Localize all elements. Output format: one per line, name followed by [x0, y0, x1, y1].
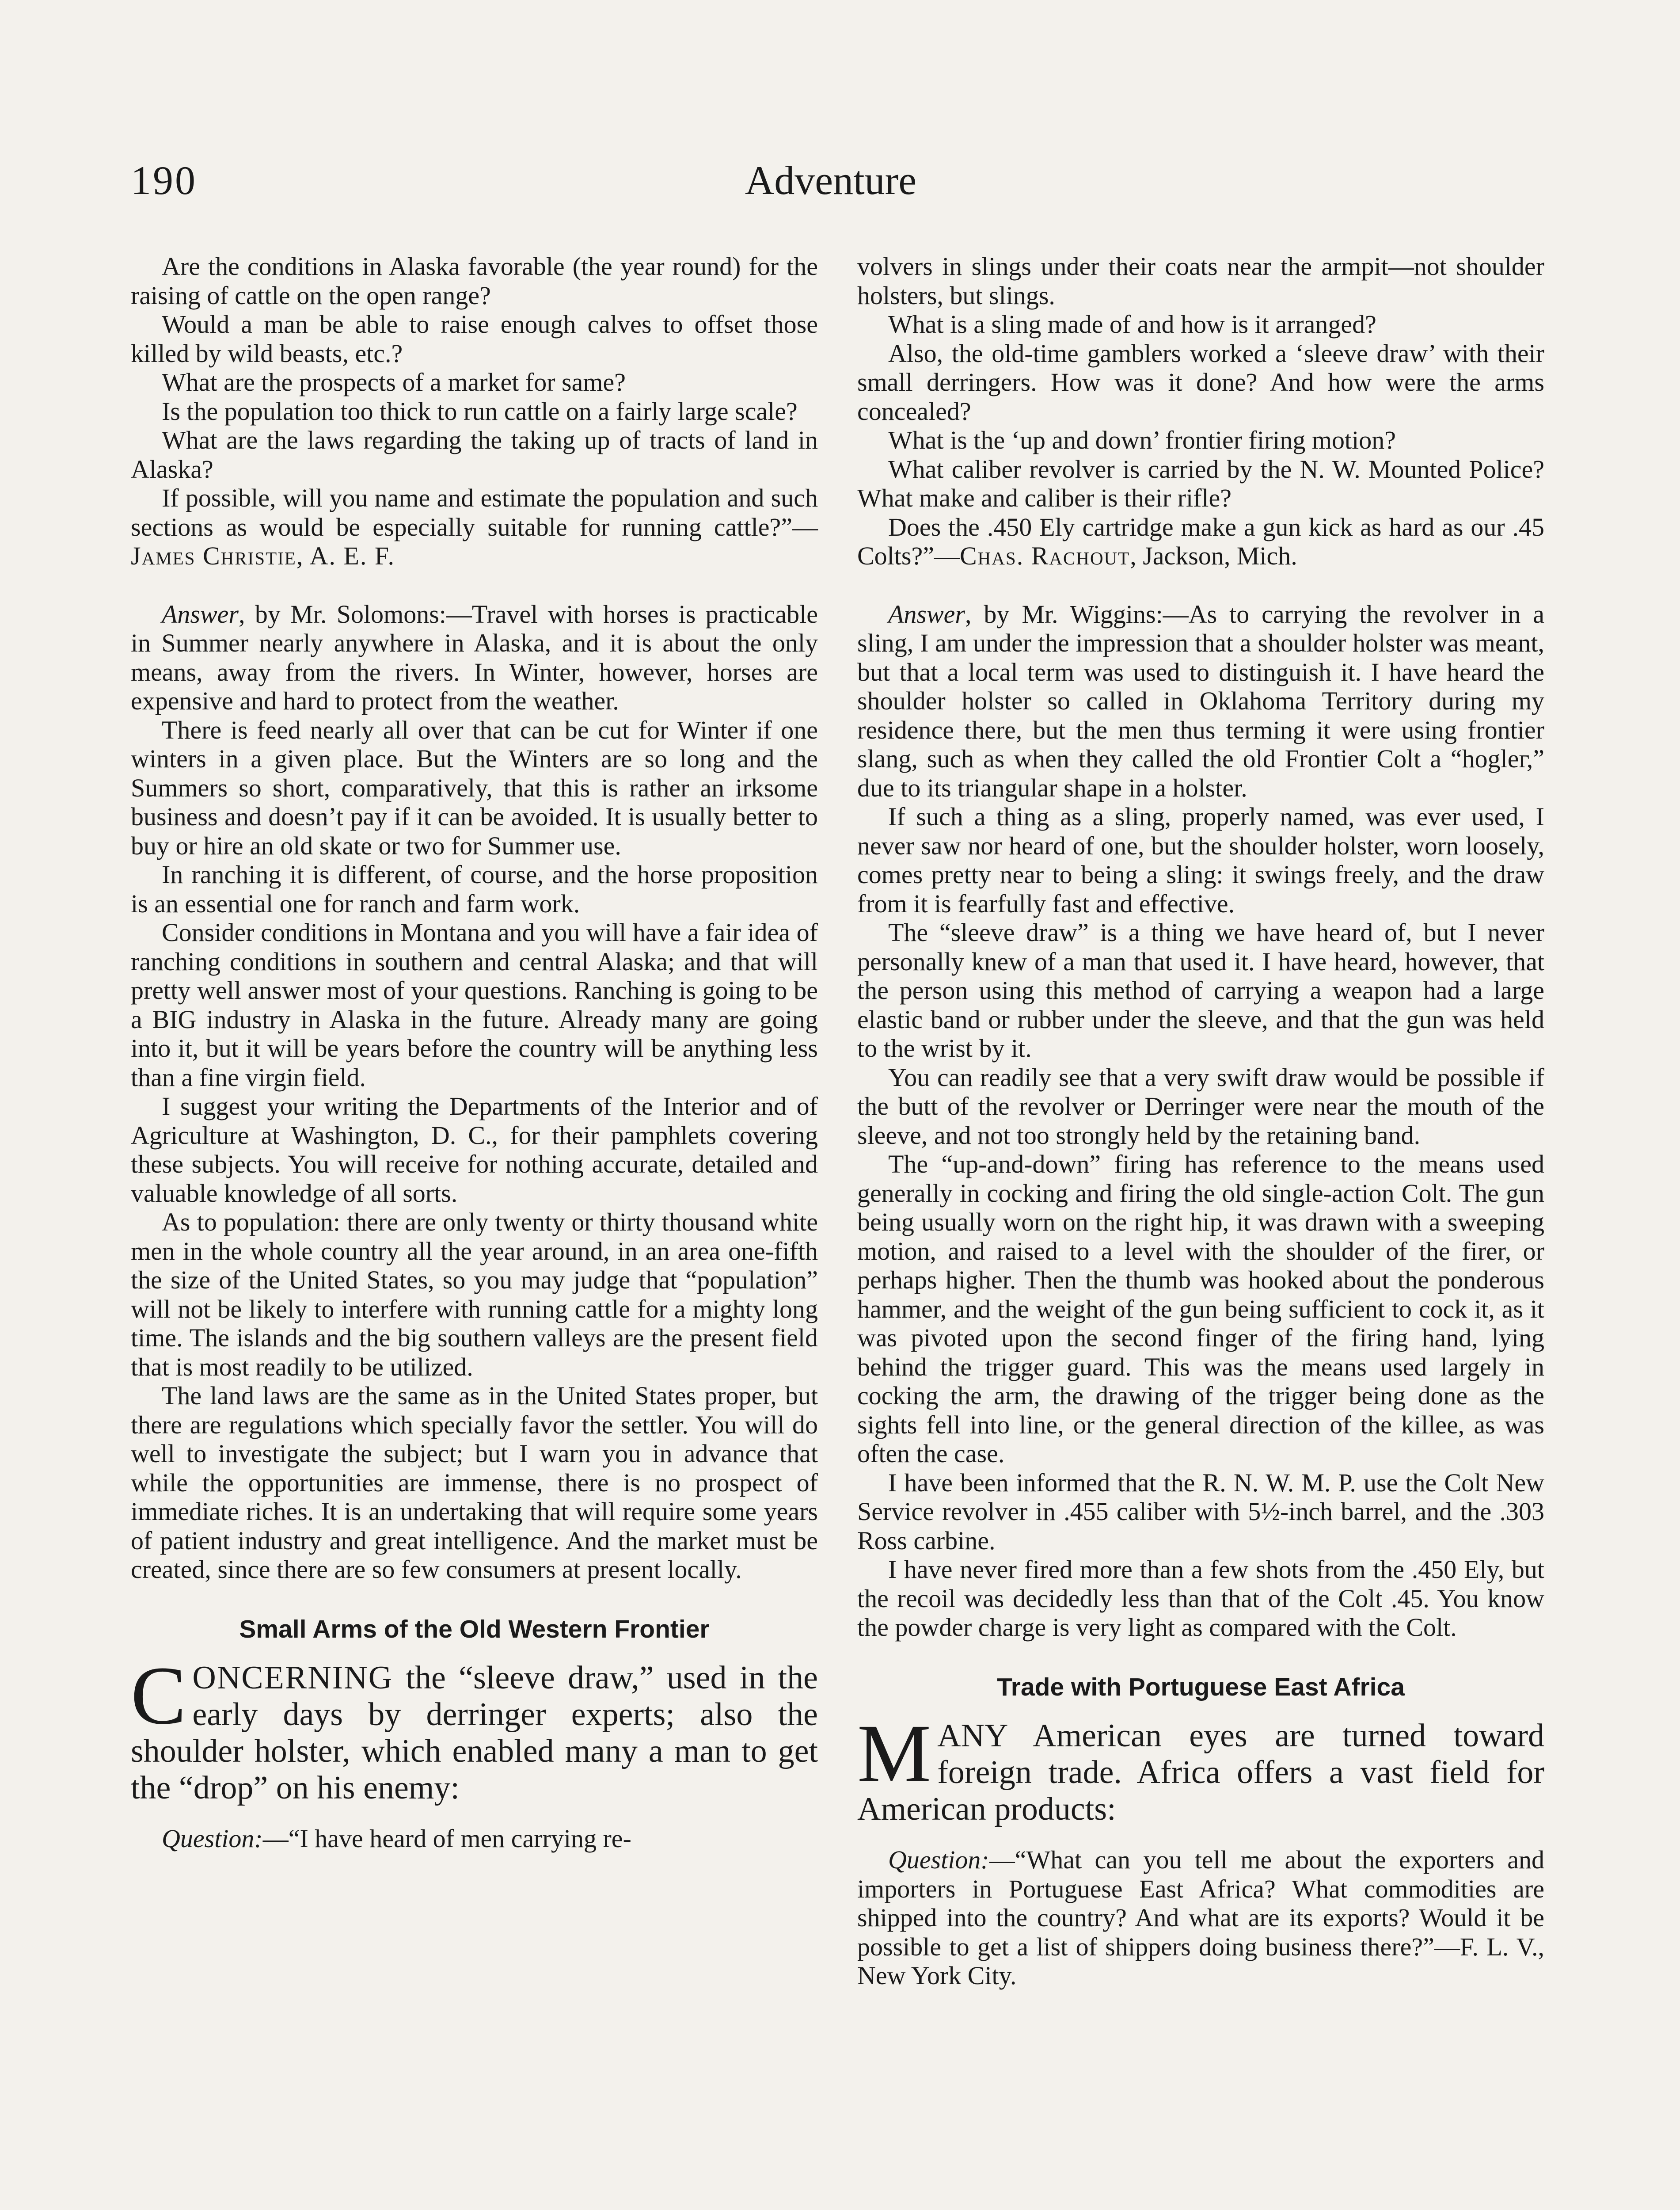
question-text: If possible, will you name and estimate the population and such sections as would be especially suitable for running cattle?”—: [131, 484, 818, 541]
question-paragraph: What are the prospects of a market for same?: [162, 368, 626, 396]
question-paragraph: [857, 1845, 1544, 1990]
page-number: 190: [131, 158, 197, 203]
answer-paragraph: [857, 600, 1544, 803]
answer-label: Answer: [162, 599, 239, 629]
question-text: —“I have heard of men carrying re-: [262, 1824, 631, 1853]
right-column: [857, 252, 1544, 1990]
page-header: [131, 157, 1531, 223]
correspondent-signature: James Christie, A. E. F.: [131, 541, 395, 570]
lead-caps: ANY: [937, 1718, 1007, 1754]
question-paragraph: What are the laws regarding the taking up of tracts of land in Alaska?: [131, 426, 818, 484]
answer-paragraph: Consider conditions in Montana and you will have a fair idea of ranching conditions in southern and central Alaska; and that will pretty well answer most of your questions. Ranching is going to be a BIG industry in Alaska in the future. Already many are going into it, but it will be years before the country will be anything less than a fine virgin field.: [131, 918, 818, 1092]
answer-paragraph: I have never fired more than a few shots from the .450 Ely, but the recoil was decidedly less than that of the Colt .45. You know the powder charge is very light as compared with the Colt.: [857, 1555, 1544, 1642]
lead-text: the “sleeve draw,” used in the early days by derringer experts; also the shoulder holster, which enabled many a man to get the “drop” on his enemy:: [131, 1660, 818, 1806]
question-paragraph: What is a sling made of and how is it arranged?: [888, 310, 1376, 339]
question-paragraph: What is the ‘up and down’ frontier firing motion?: [888, 426, 1396, 454]
lead-caps: ONCERNING: [192, 1660, 393, 1696]
question-continuation: volvers in slings under their coats near the armpit—not shoulder holsters, but slings.: [857, 252, 1544, 310]
lead-text: American eyes are turned toward foreign trade. Africa offers a vast field for American products:: [857, 1718, 1544, 1827]
question-label: Question:: [888, 1845, 989, 1874]
section-lead: [131, 1649, 818, 1806]
answer-paragraph: I have been informed that the R. N. W. M. P. use the Colt New Service revolver in .455 caliber with 5½-inch barrel, and the .303 Ross carbine.: [857, 1468, 1544, 1555]
section-heading: Small Arms of the Old Western Frontier: [239, 1615, 710, 1643]
answer-label: Answer: [888, 599, 965, 629]
answer-text: , by Mr. Solomons:—Travel with horses is practicable in Summer nearly anywhere in Alaska, and it is about the only means, away from the rivers. In Winter, however, horses are expensive and hard to protect from the weather.: [131, 599, 818, 715]
question-paragraph: Is the population too thick to run cattle on a fairly large scale?: [162, 396, 798, 426]
drop-cap: C: [131, 1649, 186, 1741]
answer-paragraph: There is feed nearly all over that can be cut for Winter if one winters in a given place. But the Winters are so long and the Summers so short, comparatively, that this is rather an irksome business and doesn’t pay if it can be avoided. It is usually better to buy or hire an old skate or two for Summer use.: [131, 715, 818, 860]
running-title: Adventure: [745, 158, 917, 203]
answer-paragraph: The land laws are the same as in the United States proper, but there are regulations which specially favor the settler. You will do well to investigate the subject; but I warn you in advance that while the opportunities are immense, there is no prospect of immediate riches. It is an undertaking that will require some years of patient industry and great intelligence. And the market must be created, since there are so few consumers at present locally.: [131, 1381, 818, 1584]
answer-text: , by Mr. Wiggins:—As to carrying the revolver in a sling, I am under the impression that a shoulder holster was meant, but that a local term was used to distinguish it. I have heard the shoulder holster so called in Oklahoma Territory during my residence there, but the men thus terming it were using frontier slang, such as when they called the old Frontier Colt a “hoglег,” due to its triangular shape in a holster.: [857, 599, 1544, 802]
answer-paragraph: [131, 600, 818, 716]
question-label: Question:: [162, 1824, 263, 1853]
question-paragraph: [131, 484, 818, 571]
section-lead: [857, 1707, 1544, 1828]
question-paragraph: Also, the old-time gamblers worked a ‘sleeve draw’ with their small derringers. How was it done? And how were the arms concealed?: [857, 339, 1544, 426]
question-paragraph: What caliber revolver is carried by the N. W. Mounted Police? What make and caliber is their rifle?: [857, 454, 1544, 512]
drop-cap: M: [857, 1707, 931, 1799]
section-heading: Trade with Portuguese East Africa: [997, 1673, 1405, 1701]
question-paragraph: [131, 1824, 818, 1853]
question-text: —“What can you tell me about the exporters and importers in Portuguese East Africa? What commodities are shipped into the country? And what are its exports? Would it be possible to get a list of shippers doing business there?”—F. L. V., New York City.: [857, 1845, 1544, 1990]
answer-paragraph: I suggest your writing the Departments of the Interior and of Agriculture at Washington, D. C., for their pamphlets covering these subjects. You will receive for nothing accurate, detailed and valuable knowledge of all sorts.: [131, 1092, 818, 1208]
question-paragraph: [857, 513, 1544, 571]
answer-paragraph: If such a thing as a sling, properly named, was ever used, I never saw nor heard of one, but the shoulder holster, worn loosely, comes pretty near to being a sling: it swings freely, and the draw from it is fearfully fast and effective.: [857, 802, 1544, 918]
answer-paragraph: As to population: there are only twenty or thirty thousand white men in the whole country all the year around, in an area one-fifth the size of the United States, so you may judge that “population” will not be likely to interfere with running cattle for a mighty long time. The islands and the big southern valleys are the present field that is most readily to be utilized.: [131, 1208, 818, 1381]
answer-paragraph: In ranching it is different, of course, and the horse proposition is an essential one for ranch and farm work.: [131, 860, 818, 918]
question-paragraph: Would a man be able to raise enough calves to offset those killed by wild beasts, etc.?: [131, 310, 818, 368]
answer-paragraph: The “up-and-down” firing has reference to the means used generally in cocking and firing the old single-action Colt. The gun being usually worn on the right hip, it was drawn with a sweeping motion, and raised to a level with the shoulder of the firer, or perhaps higher. Then the thumb was hooked about the ponderous hammer, and the weight of the gun being sufficient to cock it, as it was pivoted upon the second finger of the firing hand, lying behind the trigger guard. This was the means used largely in cocking the arm, the drawing of the trigger being done as the sights fell into line, or the general direction of the killee, as was often the case.: [857, 1150, 1544, 1468]
answer-paragraph: The “sleeve draw” is a thing we have heard of, but I never personally knew of a man that used it. I have heard, however, that the person using this method of carrying a weapon had a large elastic band or rubber under the sleeve, and that the gun was held to the wrist by it.: [857, 918, 1544, 1063]
question-text: Does the .450 Ely cartridge make a gun kick as hard as our .45 Colts?”—: [857, 512, 1544, 570]
question-paragraph: Are the conditions in Alaska favorable (the year round) for the raising of cattle on the open range?: [131, 252, 818, 310]
correspondent-location: , Jackson, Mich.: [1130, 541, 1297, 570]
answer-paragraph: You can readily see that a very swift draw would be possible if the butt of the revolver or Derringer were near the mouth of the sleeve, and not too strongly held by the retaining band.: [857, 1063, 1544, 1150]
correspondent-signature: Chas. Rachout: [959, 541, 1130, 570]
left-column: [131, 252, 818, 1853]
